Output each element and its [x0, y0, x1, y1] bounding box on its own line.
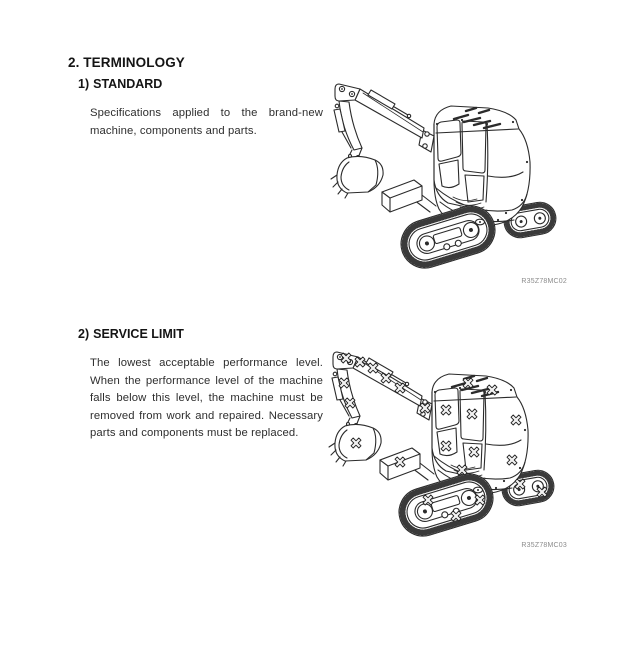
section-standard-body: Specifications applied to the brand-new machine, components and parts. [90, 107, 323, 137]
figure-caption: R35Z78MC02 [521, 278, 567, 285]
section-number: 1) [78, 77, 90, 91]
section-number: 2) [78, 327, 90, 341]
section-service-limit-body: The lowest acceptable performance level. When the performance level of the machine falls below this level, the machine must be removed from work and repaired. Necessary parts and components must be replaced. [90, 357, 323, 440]
section-heading-label: SERVICE LIMIT [93, 327, 184, 341]
section-standard-heading [78, 77, 162, 91]
worn-excavator-illustration [328, 348, 558, 540]
page-title: 2. TERMINOLOGY [68, 55, 185, 70]
section-heading-label: STANDARD [93, 77, 163, 91]
figure-excavator-service-limit [328, 348, 558, 540]
figure-caption: R35Z78MC03 [521, 542, 567, 549]
excavator-illustration [330, 80, 560, 272]
figure-excavator-standard [330, 80, 560, 272]
section-service-limit-heading [78, 327, 184, 341]
